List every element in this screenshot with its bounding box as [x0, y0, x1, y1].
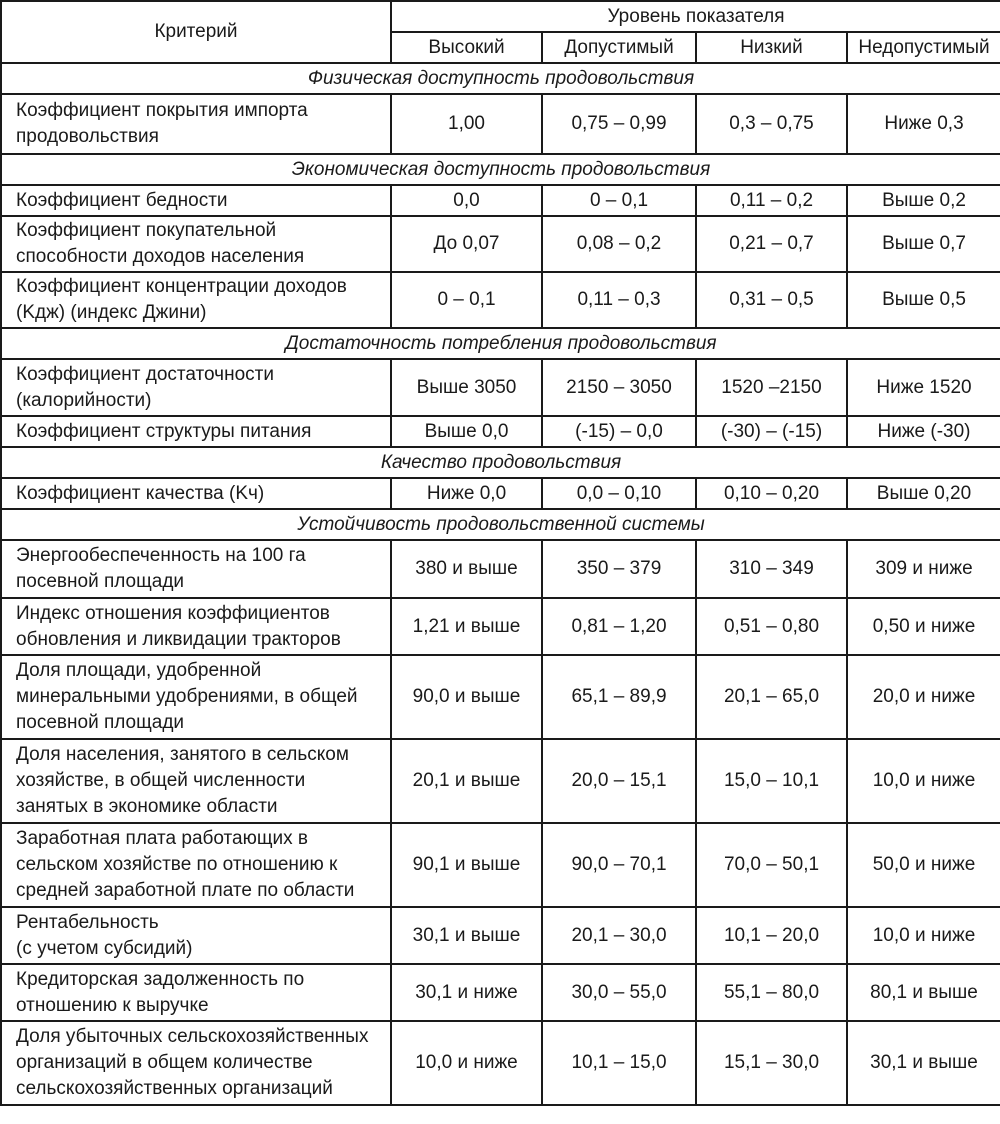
value-cell: Выше 0,20 — [847, 478, 1000, 509]
table-row — [1, 478, 1000, 509]
table-row — [1, 739, 1000, 823]
value-cell: 0,31 – 0,5 — [696, 272, 847, 328]
criterion-line: (Kдж) (индекс Джини) — [16, 302, 207, 323]
criterion-cell — [1, 739, 391, 823]
value-cell: 0,10 – 0,20 — [696, 478, 847, 509]
value-cell: До 0,07 — [391, 216, 542, 272]
criterion-line: организаций в общем количестве — [16, 1052, 313, 1073]
value-cell: Выше 0,0 — [391, 416, 542, 447]
value-cell: Ниже (-30) — [847, 416, 1000, 447]
table-row — [1, 216, 1000, 272]
level-acceptable-header: Допустимый — [542, 32, 696, 63]
value-cell: 30,1 и выше — [391, 907, 542, 964]
criterion-cell — [1, 907, 391, 964]
criterion-line: (с учетом субсидий) — [16, 937, 193, 959]
value-cell: 20,1 – 65,0 — [696, 655, 847, 739]
criterion-cell — [1, 478, 391, 509]
criterion-cell — [1, 1021, 391, 1105]
section-row — [1, 509, 1000, 540]
value-cell: Выше 0,7 — [847, 216, 1000, 272]
value-cell: Ниже 1520 — [847, 359, 1000, 416]
value-cell: 0,50 и ниже — [847, 598, 1000, 655]
criterion-line: посевной площади — [16, 571, 185, 592]
section-row — [1, 447, 1000, 478]
criterion-cell — [1, 823, 391, 907]
value-cell: 0 – 0,1 — [391, 272, 542, 328]
section-title: Качество продовольствия — [1, 447, 1000, 478]
criterion-cell — [1, 272, 391, 328]
value-cell: 0,0 — [391, 185, 542, 216]
criterion-line: сельскохозяйственных организаций — [16, 1078, 333, 1099]
section-row — [1, 154, 1000, 185]
criterion-cell — [1, 598, 391, 655]
value-cell: 2150 – 3050 — [542, 359, 696, 416]
value-cell: 350 – 379 — [542, 540, 696, 598]
criterion-line: Коэффициент покрытия импорта — [16, 100, 308, 121]
criterion-line: Доля убыточных сельскохозяйственных — [16, 1026, 369, 1047]
criterion-line: продовольствия — [16, 126, 159, 147]
criterion-line: Заработная плата работающих в — [16, 828, 308, 849]
criterion-line: занятых в экономике области — [16, 796, 278, 817]
value-cell: 0,08 – 0,2 — [542, 216, 696, 272]
value-cell: 30,1 и ниже — [391, 964, 542, 1021]
value-cell: 90,0 и выше — [391, 655, 542, 739]
section-title: Достаточность потребления продовольствия — [1, 328, 1000, 359]
criterion-line: Коэффициент бедности — [16, 189, 228, 211]
table-row — [1, 598, 1000, 655]
value-cell: 0,11 – 0,3 — [542, 272, 696, 328]
value-cell: 20,0 – 15,1 — [542, 739, 696, 823]
criterion-line: Рентабельность — [16, 911, 159, 933]
value-cell: 380 и выше — [391, 540, 542, 598]
value-cell: 15,1 – 30,0 — [696, 1021, 847, 1105]
section-row — [1, 63, 1000, 94]
table-row — [1, 655, 1000, 739]
table-row — [1, 823, 1000, 907]
value-cell: 0,21 – 0,7 — [696, 216, 847, 272]
value-cell: 10,0 и ниже — [847, 739, 1000, 823]
criterion-line: отношению к выручке — [16, 994, 209, 1016]
criterion-cell — [1, 416, 391, 447]
criterion-line: Кредиторская задолженность по — [16, 968, 305, 990]
value-cell: 10,1 – 20,0 — [696, 907, 847, 964]
criterion-line: минеральными удобрениями, в общей — [16, 686, 358, 707]
criterion-cell — [1, 359, 391, 416]
section-row — [1, 328, 1000, 359]
criterion-cell — [1, 964, 391, 1021]
criterion-line: обновления и ликвидации тракторов — [16, 628, 341, 650]
criterion-line: Коэффициент качества (Kч) — [16, 482, 265, 504]
criterion-line: Энергообеспеченность на 100 га — [16, 545, 306, 566]
value-cell: 80,1 и выше — [847, 964, 1000, 1021]
value-cell: 310 – 349 — [696, 540, 847, 598]
value-cell: Выше 0,2 — [847, 185, 1000, 216]
value-cell: 1,00 — [391, 94, 542, 154]
criterion-cell — [1, 185, 391, 216]
table-row — [1, 540, 1000, 598]
level-high-header: Высокий — [391, 32, 542, 63]
criterion-line: средней заработной плате по области — [16, 880, 355, 901]
table-row — [1, 359, 1000, 416]
level-header: Уровень показателя — [391, 1, 1000, 32]
criterion-line: Доля площади, удобренной — [16, 660, 262, 681]
criterion-cell — [1, 655, 391, 739]
table-row — [1, 416, 1000, 447]
value-cell: 20,1 – 30,0 — [542, 907, 696, 964]
value-cell: 0,51 – 0,80 — [696, 598, 847, 655]
value-cell: Выше 3050 — [391, 359, 542, 416]
value-cell: 10,0 и ниже — [847, 907, 1000, 964]
table-row — [1, 907, 1000, 964]
value-cell: 70,0 – 50,1 — [696, 823, 847, 907]
table-row — [1, 185, 1000, 216]
value-cell: 15,0 – 10,1 — [696, 739, 847, 823]
criterion-line: Коэффициент концентрации доходов — [16, 276, 347, 297]
table-row — [1, 272, 1000, 328]
level-unacceptable-header: Недопустимый — [847, 32, 1000, 63]
value-cell: Ниже 0,0 — [391, 478, 542, 509]
value-cell: 309 и ниже — [847, 540, 1000, 598]
level-low-header: Низкий — [696, 32, 847, 63]
criterion-header: Критерий — [1, 1, 391, 63]
value-cell: 0,0 – 0,10 — [542, 478, 696, 509]
value-cell: 10,0 и ниже — [391, 1021, 542, 1105]
section-title: Физическая доступность продовольствия — [1, 63, 1000, 94]
criterion-line: сельском хозяйстве по отношению к — [16, 854, 338, 875]
value-cell: Ниже 0,3 — [847, 94, 1000, 154]
value-cell: 30,1 и выше — [847, 1021, 1000, 1105]
table-body — [1, 63, 1000, 1105]
table-row — [1, 964, 1000, 1021]
value-cell: 1,21 и выше — [391, 598, 542, 655]
criterion-line: Коэффициент достаточности — [16, 363, 274, 385]
value-cell: 0,81 – 1,20 — [542, 598, 696, 655]
value-cell: (-15) – 0,0 — [542, 416, 696, 447]
value-cell: 55,1 – 80,0 — [696, 964, 847, 1021]
criterion-line: Коэффициент структуры питания — [16, 420, 312, 442]
value-cell: 20,0 и ниже — [847, 655, 1000, 739]
criterion-line: Индекс отношения коэффициентов — [16, 602, 330, 624]
criterion-line: хозяйстве, в общей численности — [16, 770, 306, 791]
section-title: Экономическая доступность продовольствия — [1, 154, 1000, 185]
value-cell: 90,1 и выше — [391, 823, 542, 907]
value-cell: Выше 0,5 — [847, 272, 1000, 328]
value-cell: 65,1 – 89,9 — [542, 655, 696, 739]
value-cell: 50,0 и ниже — [847, 823, 1000, 907]
criterion-line: Коэффициент покупательной — [16, 220, 277, 241]
value-cell: (-30) – (-15) — [696, 416, 847, 447]
criterion-cell — [1, 94, 391, 154]
criterion-line: способности доходов населения — [16, 246, 305, 267]
criterion-line: посевной площади — [16, 712, 185, 733]
value-cell: 0,75 – 0,99 — [542, 94, 696, 154]
criterion-cell — [1, 216, 391, 272]
criterion-line: Доля населения, занятого в сельском — [16, 744, 349, 765]
value-cell: 90,0 – 70,1 — [542, 823, 696, 907]
value-cell: 1520 –2150 — [696, 359, 847, 416]
criterion-line: (калорийности) — [16, 389, 152, 411]
table-row — [1, 1021, 1000, 1105]
value-cell: 0,3 – 0,75 — [696, 94, 847, 154]
value-cell: 10,1 – 15,0 — [542, 1021, 696, 1105]
table-row — [1, 94, 1000, 154]
section-title: Устойчивость продовольственной системы — [1, 509, 1000, 540]
value-cell: 20,1 и выше — [391, 739, 542, 823]
value-cell: 0,11 – 0,2 — [696, 185, 847, 216]
value-cell: 30,0 – 55,0 — [542, 964, 696, 1021]
criterion-cell — [1, 540, 391, 598]
value-cell: 0 – 0,1 — [542, 185, 696, 216]
